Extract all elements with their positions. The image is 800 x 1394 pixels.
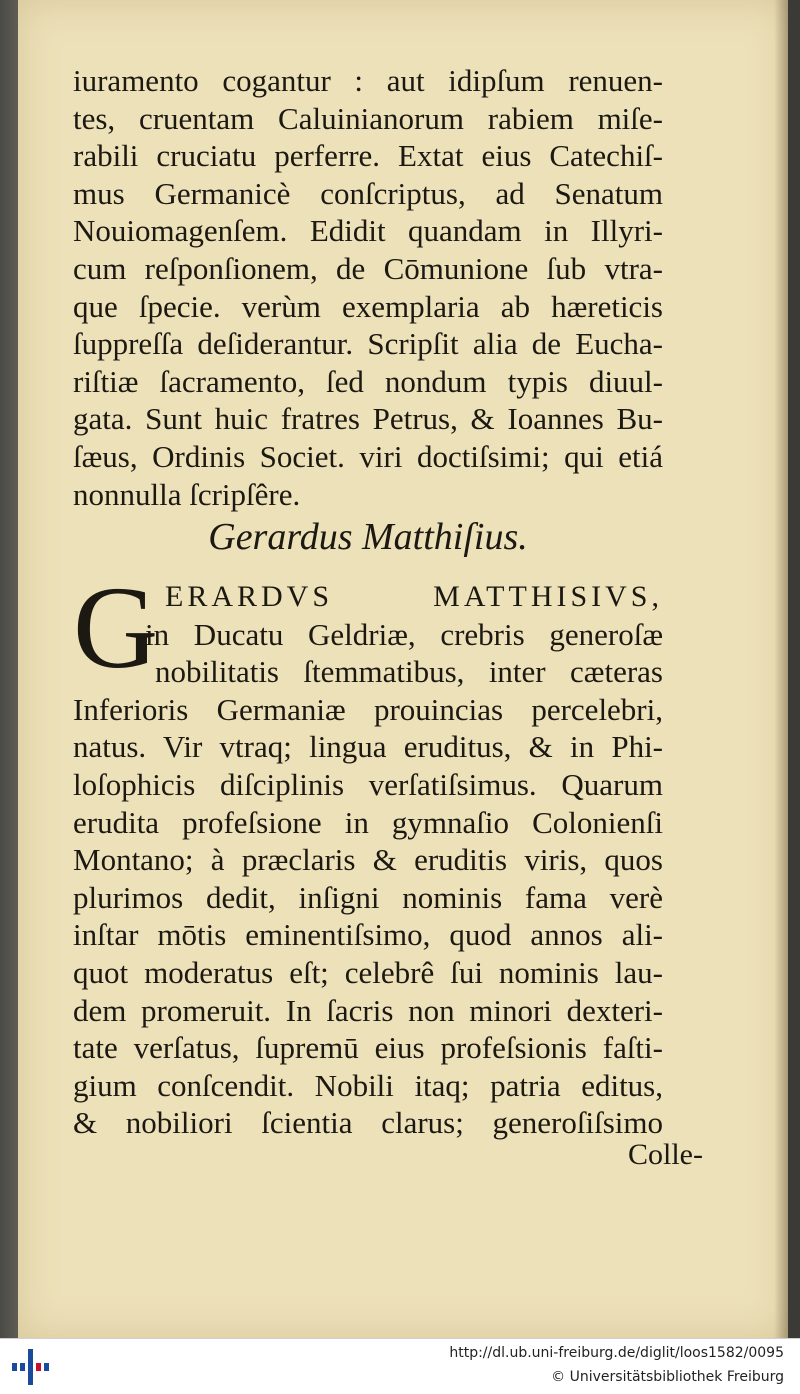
text-line: iuramento cogantur : aut idipſum renuen- bbox=[73, 63, 663, 98]
ub-freiburg-logo-icon[interactable] bbox=[10, 1347, 50, 1387]
copyright-notice: © Universitätsbibliothek Freiburg bbox=[551, 1369, 784, 1385]
text-line: riſtiæ ſacramento, ſed nondum typis diuul- bbox=[73, 363, 663, 399]
viewer-footer bbox=[0, 1338, 800, 1394]
catchword: Colle- bbox=[628, 1138, 703, 1171]
text-line: tes, cruentam Caluinianorum rabiem miſe- bbox=[73, 100, 663, 136]
text-line: que ſpecie. verùm exemplaria ab hæreticis bbox=[73, 288, 663, 324]
text-line: gium conſcendit. Nobili itaq; patria editus, bbox=[73, 1067, 663, 1103]
text-line: in Ducatu Geldriæ, crebris generoſæ bbox=[145, 616, 663, 652]
book-page bbox=[18, 0, 788, 1338]
text-line: plurimos dedit, inſigni nominis fama verè bbox=[73, 879, 663, 915]
text-line: tate verſatus, ſupremū eius profeſsionis faſti- bbox=[73, 1030, 663, 1066]
text-line: gata. Sunt huic fratres Petrus, & Ioannes Bu- bbox=[73, 401, 663, 437]
text-line: ERARDVS MATTHISIVS, bbox=[165, 580, 663, 613]
text-line: erudita profeſsione in gymnaſio Colonienſi bbox=[73, 804, 663, 840]
permalink-url[interactable]: http://dl.ub.uni-freiburg.de/diglit/loos1582/0095 bbox=[449, 1345, 784, 1361]
text-line: inſtar mōtis eminentiſsimo, quod annos ali- bbox=[73, 917, 663, 953]
section-heading bbox=[18, 515, 788, 559]
text-line: ſæus, Ordinis Societ. viri doctiſsimi; qui etiá bbox=[73, 438, 663, 474]
text-line: cum reſponſionem, de Cōmunione ſub vtra- bbox=[73, 250, 663, 286]
text-line: Inferioris Germaniæ prouincias percelebri, bbox=[73, 691, 663, 727]
text-line: quot moderatus eſt; celebrê ſui nominis lau- bbox=[73, 954, 663, 990]
text-line: Montano; à præclaris & eruditis viris, quos bbox=[73, 842, 663, 878]
text-line: dem promeruit. In ſacris non minori dexteri- bbox=[73, 992, 663, 1028]
text-line: loſophicis diſciplinis verſatiſsimus. Quarum bbox=[73, 766, 663, 802]
drop-cap: G bbox=[73, 562, 159, 693]
text-line: & nobiliori ſcientia clarus; generoſiſsimo bbox=[73, 1105, 663, 1141]
biography-paragraph bbox=[73, 562, 663, 1142]
text-line: mus Germanicè conſcriptus, ad Senatum bbox=[73, 175, 663, 211]
top-paragraph bbox=[73, 62, 663, 513]
text-line: nobilitatis ſtemmatibus, inter cæteras bbox=[155, 654, 663, 690]
text-line: ſuppreſſa deſiderantur. Scripſit alia de Eucha- bbox=[73, 326, 663, 362]
text-line: rabili cruciatu perferre. Extat eius Catechiſ- bbox=[73, 138, 663, 174]
text-line: nonnulla ſcripſêre. bbox=[73, 476, 301, 512]
text-line: Nouiomagenſem. Edidit quandam in Illyri- bbox=[73, 213, 663, 249]
section-heading-text: Gerardus Matthiſius. bbox=[208, 516, 528, 558]
text-line: natus. Vir vtraq; lingua eruditus, & in Phi- bbox=[73, 729, 663, 765]
